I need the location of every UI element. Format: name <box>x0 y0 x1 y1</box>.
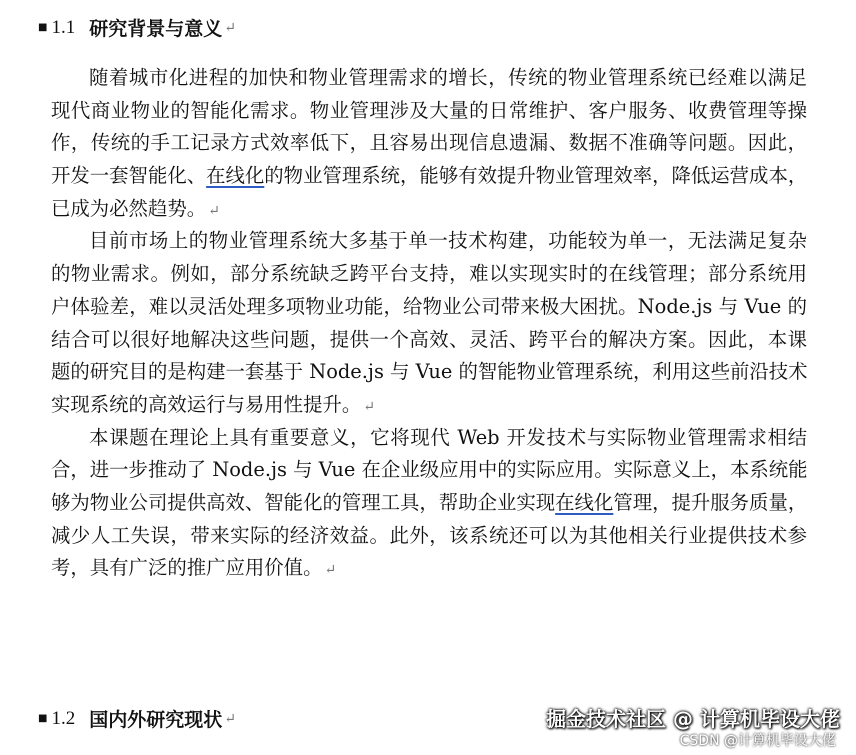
paragraph-mark: ↵ <box>363 398 375 415</box>
text-line: 作，传统的手工记录方式效率低下，且容易出现信息遗漏、数据不准确等问题。因此， <box>51 131 807 155</box>
paragraph-mark: ↵ <box>224 710 236 727</box>
heading-bullet: ■ <box>38 713 48 724</box>
paragraph <box>51 422 807 585</box>
section-heading-1-2 <box>38 705 236 732</box>
heading-number: 1.2 <box>51 707 76 729</box>
paragraph <box>51 225 807 421</box>
text-line: 的物业需求。例如，部分系统缺乏跨平台支持，难以实现实时的在线管理；部分系统用 <box>51 262 807 286</box>
underlined-term: 在线化 <box>555 490 614 514</box>
text-line: 题的研究目的是构建一套基于 Node.js 与 Vue 的智能物业管理系统，利用这些前沿技术 <box>51 360 808 384</box>
underlined-term: 在线化 <box>206 164 265 188</box>
heading-title: 国内外研究现状 <box>89 709 223 731</box>
paragraph-mark: ↵ <box>208 202 220 219</box>
section-heading-1-1 <box>38 14 236 41</box>
text-line: 结合可以很好地解决这些问题，提供一个高效、灵活、跨平台的解决方案。因此，本课 <box>51 327 807 351</box>
text-line: 减少人工失误，带来实际的经济效益。此外，该系统还可以为其他相关行业提供技术参 <box>51 523 807 547</box>
paragraph-mark: ↵ <box>224 19 236 36</box>
text-line: 本课题在理论上具有重要意义，它将现代 Web 开发技术与实际物业管理需求相结 <box>89 425 807 449</box>
text-line: 已成为必然趋势。 ↵ <box>51 196 220 220</box>
csdn-watermark: CSDN @计算机毕设大佬 <box>679 733 836 749</box>
text-line: 合，进一步推动了 Node.js 与 Vue 在企业级应用中的实际应用。实际意义上，本系统能 <box>51 458 808 482</box>
juejin-watermark: 掘金技术社区 @ 计算机毕设大佬 <box>546 707 840 731</box>
heading-title: 研究背景与意义 <box>89 18 223 40</box>
text-line: 够为物业公司提供高效、智能化的管理工具，帮助企业实现在线化管理，提升服务质量， <box>51 490 808 514</box>
text-line: 实现系统的高效运行与易用性提升。 ↵ <box>51 392 375 416</box>
text-line: 随着城市化进程的加快和物业管理需求的增长，传统的物业管理系统已经难以满足 <box>89 66 807 89</box>
heading-bullet: ■ <box>38 22 48 33</box>
text-line: 目前市场上的物业管理系统大多基于单一技术构建，功能较为单一，无法满足复杂 <box>89 229 807 253</box>
heading-number: 1.1 <box>51 16 76 38</box>
text-line: 开发一套智能化、在线化的物业管理系统，能够有效提升物业管理效率，降低运营成本， <box>51 164 808 188</box>
text-line: 户体验差，难以灵活处理多项物业功能，给物业公司带来极大困扰。Node.js 与 Vue 的 <box>51 294 807 318</box>
paragraph <box>51 62 807 225</box>
text-line: 考，具有广泛的推广应用价值。 ↵ <box>51 556 337 580</box>
text-line: 现代商业物业的智能化需求。物业管理涉及大量的日常维护、客户服务、收费管理等操 <box>51 98 807 122</box>
body-text <box>51 62 807 585</box>
paragraph-mark: ↵ <box>324 562 337 579</box>
